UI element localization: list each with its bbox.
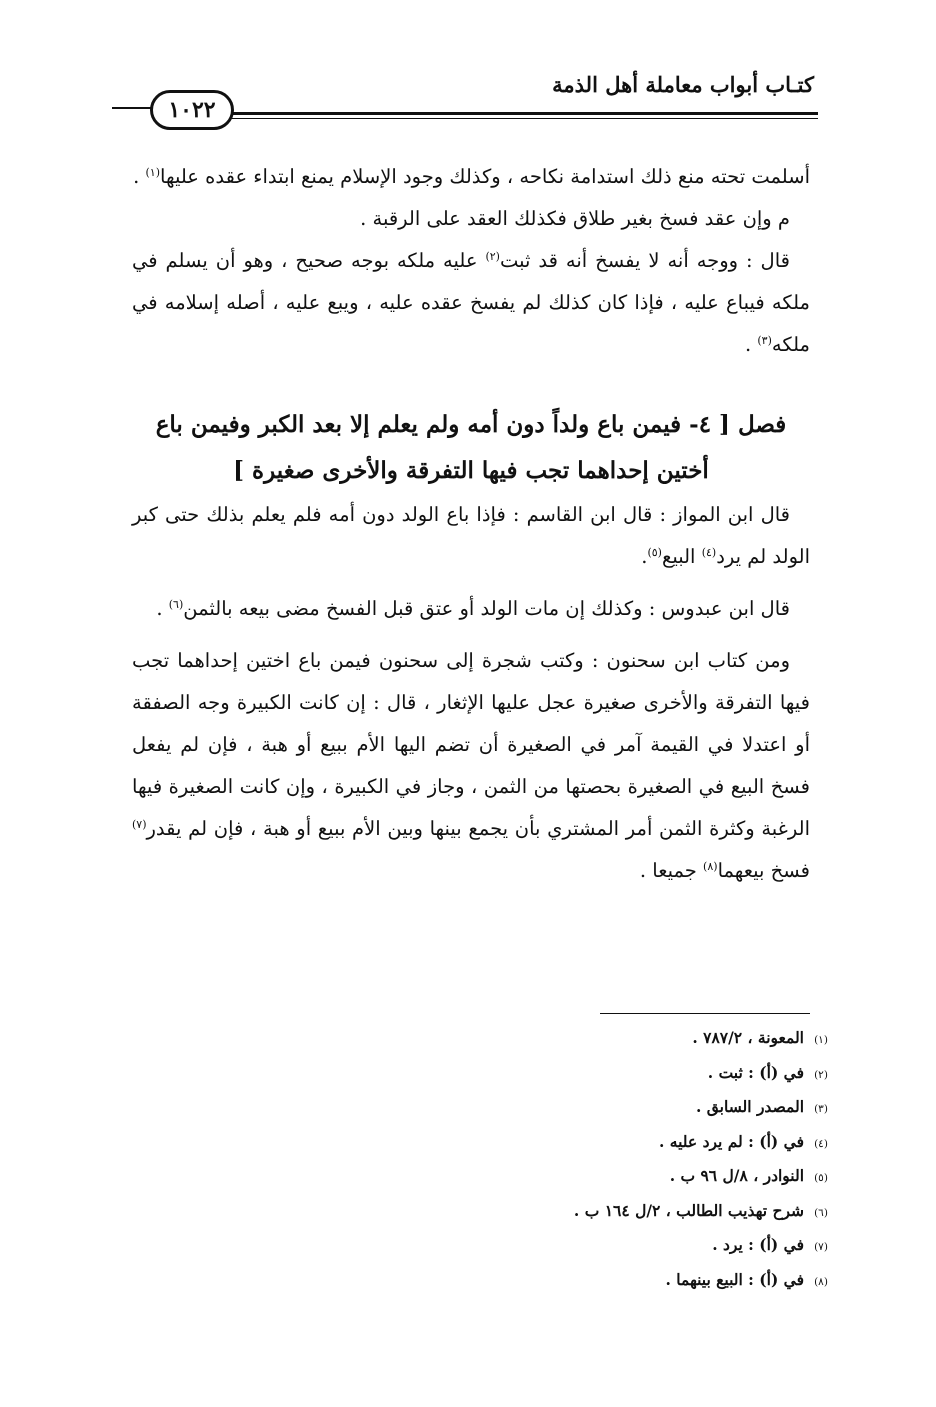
footnote-ref: (١) <box>145 166 161 179</box>
header-rule <box>220 112 818 115</box>
footnote-item: (٣) المصدر السابق . <box>695 1097 828 1116</box>
footnote-ref: (٦) <box>168 598 184 611</box>
footnote-item: (٦) شرح تهذيب الطالب ، ٢/ل ١٦٤ ب . <box>573 1200 828 1220</box>
running-header-title: كتـاب أبواب معاملة أهل الذمة <box>552 72 814 97</box>
footnote-ref: (٣) <box>757 334 772 347</box>
header-rule-thin <box>220 118 818 119</box>
main-text <box>132 156 810 892</box>
section-heading: فصل [ ٤- فيمن باع ولداً دون أمه ولم يعلم إلا بعد الكبر وفيمن باع أختين إحداهما تجب فيها التفرقة والأخرى صغيرة ] <box>155 411 787 484</box>
footnote-item: (٤) في (أ) : لم يرد عليه . <box>659 1131 828 1151</box>
paragraph-2: م وإن عقد فسخ بغير طلاق فكذلك العقد على الرقبة . <box>360 207 790 230</box>
footnote-item: (٢) في (أ) : ثبت . <box>707 1062 828 1082</box>
header-rule-tail <box>112 107 152 109</box>
footnote-item: (٥) النوادر ، ٨/ل ٩٦ ب . <box>669 1166 828 1185</box>
footnote-ref: (٧) <box>132 818 147 831</box>
footnote-ref: (٢) <box>485 250 500 263</box>
footnote-separator <box>600 1013 810 1014</box>
paragraph-6: ومن كتاب ابن سحنون : وكتب شجرة إلى سحنون فيمن باع اختين إحداهما تجب فيها التفرقة والأخرى صغيرة عجل عليها الإثغار ، قال : إن كانت الكبيرة وجه الصفقة أو اعتدلا في القيمة آمر في الصغيرة أن تضم اليها الأم ببيع أو هبة ، فإن لم يفعل فسخ البيع في الصغيرة بحصتها من الثمن ، وجاز في الكبيرة ، وإن كانت الصغيرة فيها الرغبة وكثرة الثمن أمر المشتري بأن يجمع بينها وبين الأم ببيع أو هبة ، فإن لم يقدر$^{(٧)}$ فسخ بيعهما$^{(٨)}$ جميعا . <box>132 649 810 882</box>
footnote-ref: (٨) <box>703 860 718 873</box>
footnote-item: (٨) في (أ) : البيع بينهما . <box>665 1269 828 1289</box>
paragraph-3: قال : ووجه أنه لا يفسخ أنه قد ثبت$^{(٢)}$ عليه ملكه بوجه صحيح ، وهو أن يسلم في ملكه فيباع عليه ، فإذا كان كذلك لم يفسخ عقده عليه ، ويبع عليه ، أصله إسلامه في ملكه$^{(٣)}$ . <box>132 249 810 356</box>
paragraph-5: قال ابن عبدوس : وكذلك إن مات الولد أو عتق قبل الفسخ مضى بيعه بالثمن$^{(٦)}$ . <box>156 597 790 620</box>
footnote-item: (٧) في (أ) : يرد . <box>712 1235 828 1254</box>
footnote-ref: (٤) <box>701 546 717 559</box>
footnote-ref: (٥) <box>647 546 662 559</box>
paragraph-1: أسلمت تحته منع ذلك استدامة نكاحه ، وكذلك وجود الإسلام يمنع ابتداء عقده عليها$^{(١)}$ . <box>133 165 810 188</box>
footnote-item: (١) المعونة ، ٧٨٧/٢ . <box>692 1028 828 1047</box>
footnotes <box>388 1022 838 1298</box>
page-number: ١٠٢٢ <box>150 90 234 130</box>
paragraph-4: قال ابن المواز : قال ابن القاسم : فإذا باع الولد دون أمه فلم يعلم بذلك حتى كبر الولد لم يرد$^{(٤)}$ البيع$^{(٥)}$. <box>132 503 810 568</box>
